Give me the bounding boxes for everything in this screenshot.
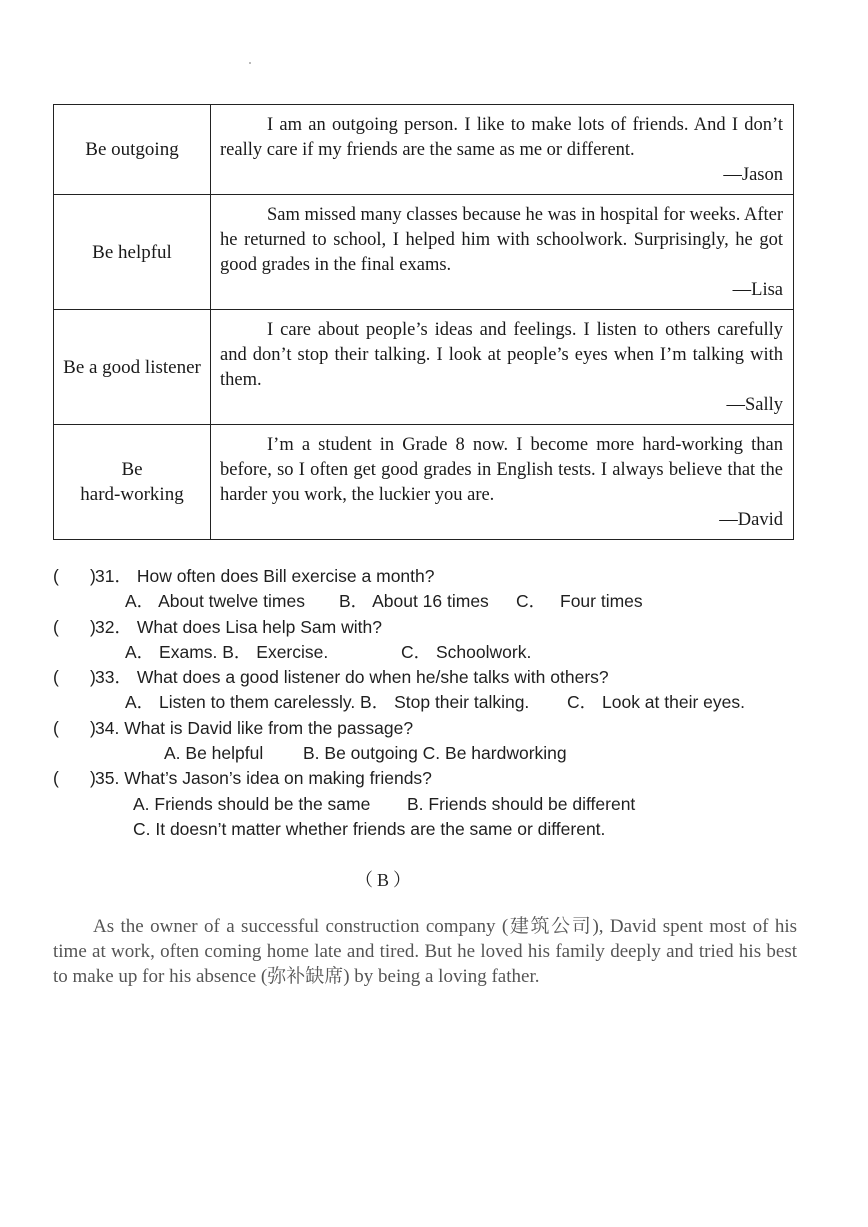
question-35-options	[53, 792, 813, 817]
option-c: C．	[516, 591, 547, 612]
passage-paragraph: As the owner of a successful construction company (建筑公司), David spent most of his time at work, often coming home late and tired. But he loved his family deeply and tried his best to make up for his absence (弥补缺席) by being a loving father.	[53, 916, 797, 987]
scan-mark	[249, 62, 251, 64]
table-row	[54, 105, 794, 195]
signature: —Lisa	[732, 280, 783, 300]
signature: —David	[719, 510, 783, 530]
question-text: 35. What’s Jason’s idea on making friends?	[95, 768, 432, 789]
answer-blank-open[interactable]: (	[53, 768, 59, 789]
reading-passage	[53, 914, 797, 989]
option-a: A. Be helpful	[164, 743, 264, 764]
question-text: 34. What is David like from the passage?	[95, 717, 414, 738]
question-32-options	[53, 640, 813, 665]
trait-line: hard-working	[80, 484, 184, 505]
answer-blank-open[interactable]: (	[53, 667, 59, 688]
option-c: C． Schoolwork.	[401, 641, 532, 662]
quote-cell	[211, 425, 794, 540]
question-text: 32． What does Lisa help Sam with?	[95, 616, 382, 637]
trait-cell	[54, 425, 211, 540]
quote-cell	[211, 105, 794, 195]
quote-cell	[211, 195, 794, 310]
answer-blank-close: )	[90, 717, 96, 738]
question-33	[53, 665, 813, 690]
question-35-options-2	[53, 817, 813, 842]
signature: —Jason	[723, 165, 783, 185]
quote-text: I am an outgoing person. I like to make lots of friends. And I don’t really care if my friends are the same as me or different.	[220, 115, 783, 160]
answer-blank-open[interactable]: (	[53, 717, 59, 738]
quote-text: Sam missed many classes because he was in hospital for weeks. After he returned to school, I helped him with schoolwork. Surprisingly, he got good grades in the final exams.	[220, 205, 783, 275]
question-text: 33． What does a good listener do when he/she talks with others?	[95, 667, 609, 688]
option-a-b: A． Listen to them carelessly. B． Stop their talking.	[125, 692, 530, 713]
option-c: C. It doesn’t matter whether friends are the same or different.	[133, 818, 606, 839]
question-32	[53, 615, 813, 640]
option-b-c: B. Be outgoing C. Be hardworking	[303, 743, 567, 764]
quote-text: I’m a student in Grade 8 now. I become more hard-working than before, so I often get good grades in English tests. I always believe that the harder you work, the luckier you are.	[220, 435, 783, 505]
option-a: A. Friends should be the same	[133, 793, 371, 814]
answer-blank-close: )	[90, 667, 96, 688]
question-31-options	[53, 589, 813, 614]
table-row	[54, 310, 794, 425]
question-34	[53, 716, 813, 741]
answer-blank-close: )	[90, 566, 96, 586]
option-b: B． About 16 times	[339, 591, 489, 612]
answer-blank-open[interactable]: (	[53, 566, 59, 586]
section-label: （B）	[355, 870, 416, 890]
option-a: A． About twelve times	[125, 591, 305, 612]
trait-cell: Be helpful	[54, 195, 211, 310]
question-list	[53, 564, 813, 842]
trait-cell: Be outgoing	[54, 105, 211, 195]
trait-line: Be	[121, 459, 143, 480]
answer-blank-close: )	[90, 768, 96, 789]
student-profiles-table	[53, 104, 794, 540]
question-35	[53, 766, 813, 791]
signature: —Sally	[726, 395, 783, 415]
quote-text: I care about people’s ideas and feelings. I listen to others carefully and don’t stop their talking. I look at people’s eyes when I’m talking with them.	[220, 320, 783, 390]
question-31	[53, 564, 813, 589]
question-33-options	[53, 690, 813, 715]
option-a-b: A． Exams. B． Exercise.	[125, 641, 329, 662]
table-row	[54, 195, 794, 310]
table-row	[54, 425, 794, 540]
trait-cell: Be a good listener	[54, 310, 211, 425]
option-c: C． Look at their eyes.	[567, 692, 745, 713]
option-b: B. Friends should be different	[407, 793, 636, 814]
answer-blank-close: )	[90, 616, 96, 637]
answer-blank-open[interactable]: (	[53, 616, 59, 637]
option-c-text: Four times	[560, 591, 643, 612]
quote-cell	[211, 310, 794, 425]
question-text: 31． How often does Bill exercise a month?	[95, 566, 435, 586]
question-34-options	[53, 741, 813, 766]
